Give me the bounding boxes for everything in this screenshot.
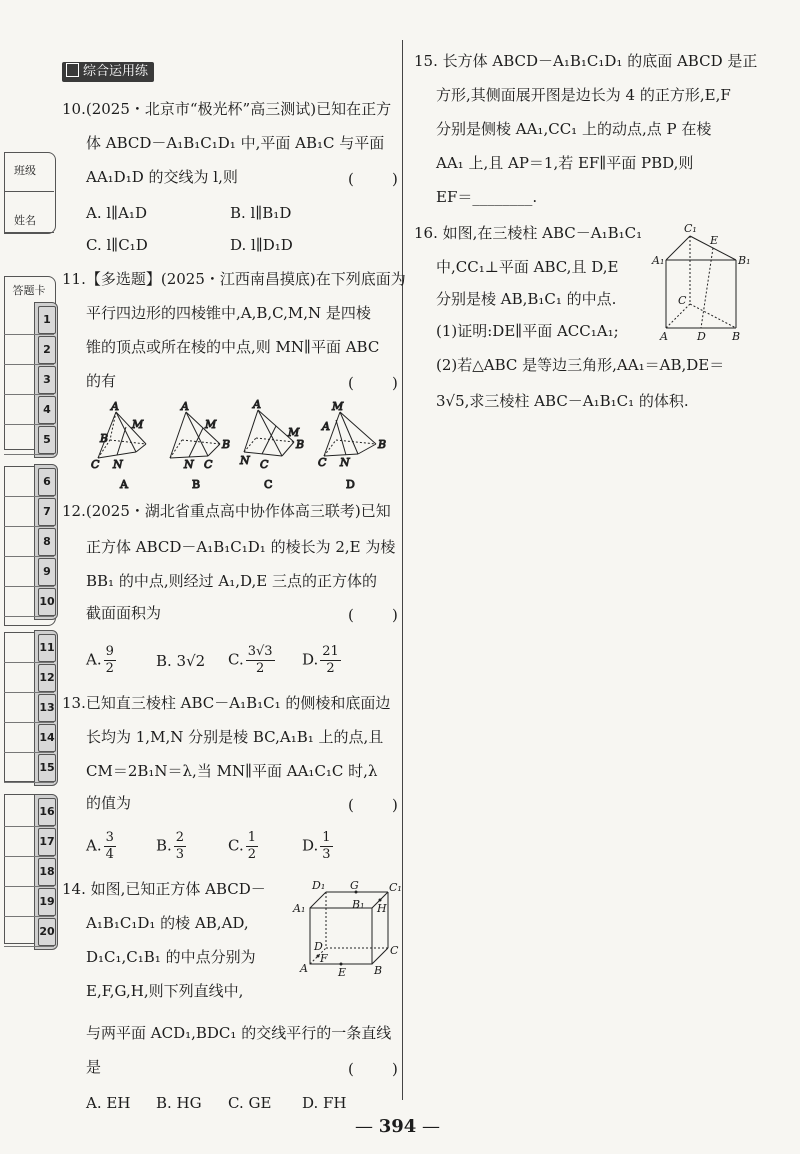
section-label: 综合运用练 bbox=[62, 62, 154, 82]
answer-row-line bbox=[4, 856, 54, 857]
q15-line-1: 15. 长方体 ABCD－A₁B₁C₁D₁ 的底面 ABCD 是正 bbox=[414, 52, 758, 70]
answer-tab-11[interactable]: 11 bbox=[38, 634, 56, 662]
answer-row-line bbox=[4, 752, 54, 753]
q13-line-3: CM＝2B₁N＝λ,当 MN∥平面 AA₁C₁C 时,λ bbox=[86, 762, 378, 780]
answer-row-line bbox=[4, 556, 54, 557]
answer-tab-12[interactable]: 12 bbox=[38, 664, 56, 692]
q11d-pt-c: C bbox=[318, 456, 327, 469]
q10-option-d[interactable]: D. l∥D₁D bbox=[230, 236, 293, 254]
q12-answer-paren[interactable]: ( ) bbox=[348, 606, 398, 624]
q13-line-4: 的值为 bbox=[86, 794, 132, 812]
q16-pt-a: A bbox=[660, 330, 668, 343]
q14-cube-figure bbox=[292, 878, 400, 982]
answer-row-line bbox=[4, 526, 54, 527]
q14-option-d[interactable]: D. FH bbox=[302, 1094, 347, 1112]
answer-row-line bbox=[4, 722, 54, 723]
q11c-pt-n: N bbox=[240, 454, 250, 467]
q11d-pt-b: B bbox=[378, 438, 387, 451]
q11a-pt-b: B bbox=[100, 432, 109, 445]
q16-pt-b: B bbox=[732, 330, 741, 343]
q12-line-1: 12.(2025・湖北省重点高中协作体高三联考)已知 bbox=[62, 502, 391, 520]
notebook-icon bbox=[66, 63, 79, 77]
answer-tab-18[interactable]: 18 bbox=[38, 858, 56, 886]
q12-line-3: BB₁ 的中点,则经过 A₁,D,E 三点的正方体的 bbox=[86, 572, 377, 590]
q11-line-4: 的有 bbox=[86, 372, 117, 390]
q13-option-a[interactable]: A. $\frac{3}{4}$ bbox=[86, 830, 114, 862]
q11-figure-c bbox=[239, 398, 304, 491]
q16-line-6: 3√5,求三棱柱 ABC－A₁B₁C₁ 的体积. bbox=[436, 392, 689, 410]
q11b-pt-n: N bbox=[184, 458, 194, 471]
q16-line-3: 分别是棱 AB,B₁C₁ 的中点. bbox=[436, 290, 617, 308]
q10-answer-paren[interactable]: ( ) bbox=[348, 170, 398, 188]
answer-tab-3[interactable]: 3 bbox=[38, 366, 56, 394]
q16-prism-figure bbox=[652, 220, 752, 342]
answer-row-line bbox=[4, 424, 54, 425]
q13-line-2: 长均为 1,M,N 分别是棱 BC,A₁B₁ 上的点,且 bbox=[86, 728, 384, 746]
q11b-pt-b: B bbox=[222, 438, 231, 451]
q16-line-2: 中,CC₁⊥平面 ABC,且 D,E bbox=[436, 258, 619, 276]
q11b-pt-a: A bbox=[181, 400, 189, 413]
column-divider bbox=[402, 40, 403, 1100]
answer-tab-7[interactable]: 7 bbox=[38, 498, 56, 526]
q16-line-5: (2)若△ABC 是等边三角形,AA₁＝AB,DE＝ bbox=[436, 356, 725, 374]
q11-figures bbox=[86, 400, 396, 492]
answer-tab-16[interactable]: 16 bbox=[38, 798, 56, 826]
answer-tab-4[interactable]: 4 bbox=[38, 396, 56, 424]
answer-tab-19[interactable]: 19 bbox=[38, 888, 56, 916]
answer-row-line bbox=[4, 916, 54, 917]
q13-line-1: 13.已知直三棱柱 ABC－A₁B₁C₁ 的侧棱和底面边 bbox=[62, 694, 391, 712]
q11d-pt-a: A bbox=[322, 420, 330, 433]
q14-pt-c: C bbox=[390, 944, 399, 957]
q11c-pt-b: B bbox=[296, 438, 305, 451]
answer-row-line bbox=[4, 886, 54, 887]
q14-option-c[interactable]: C. GE bbox=[228, 1094, 272, 1112]
name-label: 姓名 bbox=[14, 214, 36, 227]
q10-line-2: 体 ABCD－A₁B₁C₁D₁ 中,平面 AB₁C 与平面 bbox=[86, 134, 385, 152]
q14-line-6: 是 bbox=[86, 1058, 102, 1076]
q13-option-c[interactable]: C. $\frac{1}{2}$ bbox=[228, 830, 256, 862]
q10-line-3: AA₁D₁D 的交线为 l,则 bbox=[86, 168, 238, 186]
answer-tab-2[interactable]: 2 bbox=[38, 336, 56, 364]
q14-pt-d: D bbox=[314, 940, 323, 953]
q14-line-2: A₁B₁C₁D₁ 的棱 AB,AD, bbox=[86, 914, 249, 932]
q11-fig-label-d: D bbox=[346, 478, 355, 491]
q10-option-a[interactable]: A. l∥A₁D bbox=[86, 204, 147, 222]
q15-line-2: 方形,其侧面展开图是边长为 4 的正方形,E,F bbox=[436, 86, 731, 104]
answer-tab-6[interactable]: 6 bbox=[38, 468, 56, 496]
q15-line-3: 分别是侧棱 AA₁,CC₁ 上的动点,点 P 在棱 bbox=[436, 120, 712, 138]
q12-line-4: 截面面积为 bbox=[86, 604, 162, 622]
answer-tab-15[interactable]: 15 bbox=[38, 754, 56, 782]
answer-tab-10[interactable]: 10 bbox=[38, 588, 56, 616]
q14-pt-b: B bbox=[374, 964, 383, 977]
q16-line-4: (1)证明:DE∥平面 ACC₁A₁; bbox=[436, 322, 619, 340]
q11c-pt-c: C bbox=[260, 458, 269, 471]
q14-line-4: E,F,G,H,则下列直线中, bbox=[86, 982, 244, 1000]
q14-option-b[interactable]: B. HG bbox=[156, 1094, 202, 1112]
answer-row-line bbox=[4, 782, 54, 783]
answer-tab-20[interactable]: 20 bbox=[38, 918, 56, 946]
q11-fig-label-c: C bbox=[264, 478, 273, 491]
q11c-pt-a: A bbox=[253, 398, 261, 411]
q16-pt-e: E bbox=[710, 234, 719, 247]
q11a-pt-c: C bbox=[91, 458, 100, 471]
q14-line-3: D₁C₁,C₁B₁ 的中点分别为 bbox=[86, 948, 256, 966]
q16-pt-c1: C₁ bbox=[684, 222, 697, 235]
q15-answer-blank[interactable]: EF＝________. bbox=[436, 188, 538, 206]
answer-row-line bbox=[4, 496, 54, 497]
q11-answer-paren[interactable]: ( ) bbox=[348, 374, 398, 392]
q14-pt-b1: B₁ bbox=[352, 898, 365, 911]
q15-line-4: AA₁ 上,且 AP＝1,若 EF∥平面 PBD,则 bbox=[436, 154, 694, 172]
answer-row-line bbox=[4, 454, 54, 455]
q11-line-1: 11.【多选题】(2025・江西南昌摸底)在下列底面为 bbox=[62, 270, 406, 288]
q11-figure-d bbox=[318, 400, 386, 491]
q12-option-a[interactable]: A. $\frac{9}{2}$ bbox=[86, 644, 114, 676]
class-label: 班级 bbox=[14, 164, 36, 177]
q10-option-b[interactable]: B. l∥B₁D bbox=[230, 204, 292, 222]
q11a-pt-n: N bbox=[113, 458, 123, 471]
answer-row-line bbox=[4, 334, 54, 335]
q14-pt-d1: D₁ bbox=[312, 879, 326, 892]
answer-row-line bbox=[4, 662, 54, 663]
q11b-pt-m: M bbox=[205, 418, 217, 431]
answer-row-line bbox=[4, 946, 54, 947]
q13-answer-paren[interactable]: ( ) bbox=[348, 796, 398, 814]
answer-row-line bbox=[4, 586, 54, 587]
q11a-pt-m: M bbox=[132, 418, 144, 431]
q11-line-2: 平行四边形的四棱锥中,A,B,C,M,N 是四棱 bbox=[86, 304, 371, 322]
q14-pt-h: H bbox=[377, 902, 387, 915]
answer-row-line bbox=[4, 394, 54, 395]
answer-row-line bbox=[4, 826, 54, 827]
class-field[interactable] bbox=[4, 191, 54, 192]
q12-line-2: 正方体 ABCD－A₁B₁C₁D₁ 的棱长为 2,E 为棱 bbox=[86, 538, 396, 556]
q12-option-d[interactable]: D. $\frac{21}{2}$ bbox=[302, 644, 339, 676]
q11a-pt-a: A bbox=[111, 400, 119, 413]
answer-tab-13[interactable]: 13 bbox=[38, 694, 56, 722]
q14-line-5: 与两平面 ACD₁,BDC₁ 的交线平行的一条直线 bbox=[86, 1024, 392, 1042]
q14-answer-paren[interactable]: ( ) bbox=[348, 1060, 398, 1078]
q16-pt-a1: A₁ bbox=[652, 254, 665, 267]
answer-tab-17[interactable]: 17 bbox=[38, 828, 56, 856]
q11-fig-label-a: A bbox=[120, 478, 128, 491]
q16-pt-b1: B₁ bbox=[738, 254, 751, 267]
q16-line-1: 16. 如图,在三棱柱 ABC－A₁B₁C₁ bbox=[414, 224, 643, 242]
q13-option-b[interactable]: B. $\frac{2}{3}$ bbox=[156, 830, 185, 862]
answer-tab-1[interactable]: 1 bbox=[38, 306, 56, 334]
q14-pt-f: F bbox=[320, 952, 328, 965]
q14-pt-a1: A₁ bbox=[293, 902, 306, 915]
q13-option-d[interactable]: D. $\frac{1}{3}$ bbox=[302, 830, 331, 862]
q14-line-1: 14. 如图,已知正方体 ABCD－ bbox=[62, 880, 266, 898]
answer-sheet-title: 答题卡 bbox=[12, 284, 46, 297]
q10-option-c[interactable]: C. l∥C₁D bbox=[86, 236, 148, 254]
q10-line-1: 10.(2025・北京市“极光杯”高三测试)已知在正方 bbox=[62, 100, 392, 118]
q11d-pt-m: M bbox=[332, 400, 344, 413]
answer-tab-8[interactable]: 8 bbox=[38, 528, 56, 556]
answer-tab-14[interactable]: 14 bbox=[38, 724, 56, 752]
q11-fig-label-b: B bbox=[192, 478, 201, 491]
q11-figure-a bbox=[91, 400, 146, 491]
q11b-pt-c: C bbox=[204, 458, 213, 471]
answer-tab-5[interactable]: 5 bbox=[38, 426, 56, 454]
q11-figure-b bbox=[170, 400, 230, 491]
q14-pt-c1: C₁ bbox=[389, 881, 402, 894]
q11c-pt-m: M bbox=[288, 426, 300, 439]
page-number: — 394 — bbox=[355, 1116, 441, 1137]
answer-tab-9[interactable]: 9 bbox=[38, 558, 56, 586]
q11-line-3: 锥的顶点或所在棱的中点,则 MN∥平面 ABC bbox=[86, 338, 380, 356]
q14-option-a[interactable]: A. EH bbox=[86, 1094, 131, 1112]
answer-row-line bbox=[4, 692, 54, 693]
q16-pt-c: C bbox=[678, 294, 687, 307]
answer-row-line bbox=[4, 364, 54, 365]
q12-option-c[interactable]: C. $\frac{3√3}{2}$ bbox=[228, 644, 273, 676]
q14-pt-g: G bbox=[350, 879, 359, 892]
answer-row-line bbox=[4, 616, 54, 617]
q16-pt-d: D bbox=[697, 330, 706, 343]
name-field[interactable] bbox=[4, 232, 54, 233]
q14-pt-a: A bbox=[300, 962, 308, 975]
q12-option-b[interactable]: B. 3√2 bbox=[156, 652, 206, 670]
q11d-pt-n: N bbox=[340, 456, 350, 469]
q14-pt-e: E bbox=[338, 966, 347, 979]
